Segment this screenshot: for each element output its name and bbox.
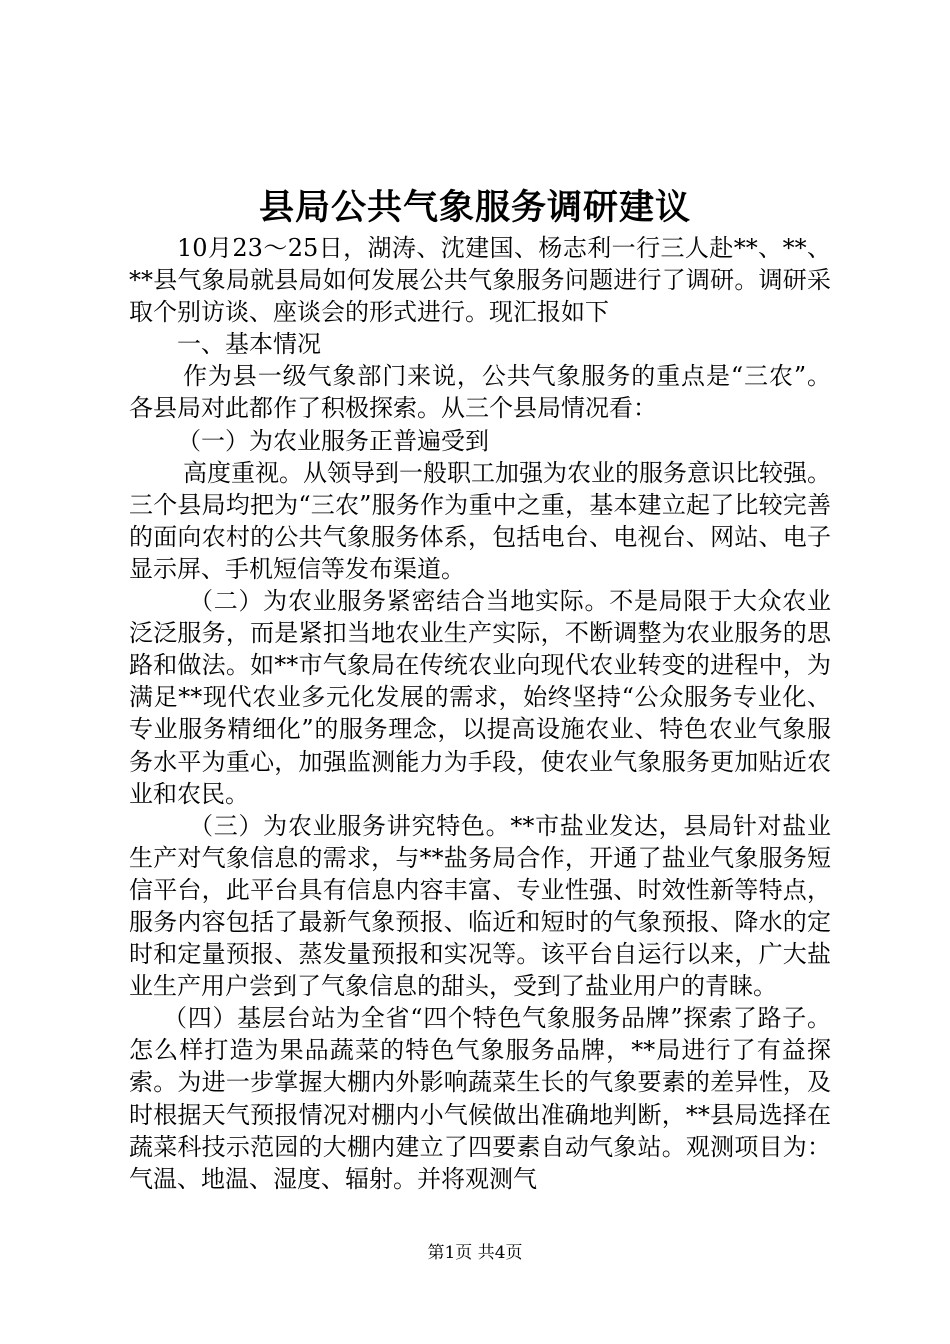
document-body [129,232,831,1195]
subsection-heading-1: （一）为农业服务正普遍受到 [177,426,489,455]
document-title: 县局公共气象服务调研建议 [258,187,691,228]
paragraph-overview: 作为县一级气象部门来说，公共气象服务的重点是“三农”。各县局对此都作了积极探索。从三个县局情况看： [129,362,831,423]
section-heading-basic-situation: 一、基本情况 [177,330,321,359]
paragraph-subsection-3: （三）为农业服务讲究特色。**市盐业发达，县局针对盐业生产对气象信息的需求，与**盐务局合作，开通了盐业气象服务短信平台，此平台具有信息内容丰富、专业性强、时效性新等特点，服务内容包括了最新气象预报、临近和短时的气象预报、降水的定时和定量预报、蒸发量预报和实况等。该平台自运行以来，广大盐业生产用户尝到了气象信息的甜头，受到了盐业用户的青睐。 [129,811,831,1001]
paragraph-subsection-1: 高度重视。从领导到一般职工加强为农业的服务意识比较强。三个县局均把为“三农”服务作为重中之重，基本建立起了比较完善的面向农村的公共气象服务体系，包括电台、电视台、网站、电子显示屏、手机短信等发布渠道。 [129,458,831,583]
paragraph-intro: 10月23～25日，湖涛、沈建国、杨志利一行三人赴**、**、**县气象局就县局如何发展公共气象服务问题进行了调研。调研采取个别访谈、座谈会的形式进行。现汇报如下 [129,234,831,327]
page-number-footer: 第1页 共4页 [427,1243,523,1263]
paragraph-subsection-4: （四）基层台站为全省“四个特色气象服务品牌”探索了路子。怎么样打造为果品蔬菜的特色气象服务品牌，**局进行了有益探索。为进一步掌握大棚内外影响蔬菜生长的气象要素的差异性，及时根据天气预报情况对棚内小气候做出准确地判断，**县局选择在蔬菜科技示范园的大棚内建立了四要素自动气象站。观测项目为：气温、地温、湿度、辐射。并将观测气 [129,1004,831,1193]
paragraph-subsection-2: （二）为农业服务紧密结合当地实际。不是局限于大众农业泛泛服务，而是紧扣当地农业生产实际，不断调整为农业服务的思路和做法。如**市气象局在传统农业向现代农业转变的进程中，为满足**现代农业多元化发展的需求，始终坚持“公众服务专业化、专业服务精细化”的服务理念，以提高设施农业、特色农业气象服务水平为重心，加强监测能力为手段，使农业气象服务更加贴近农业和农民。 [129,587,831,808]
